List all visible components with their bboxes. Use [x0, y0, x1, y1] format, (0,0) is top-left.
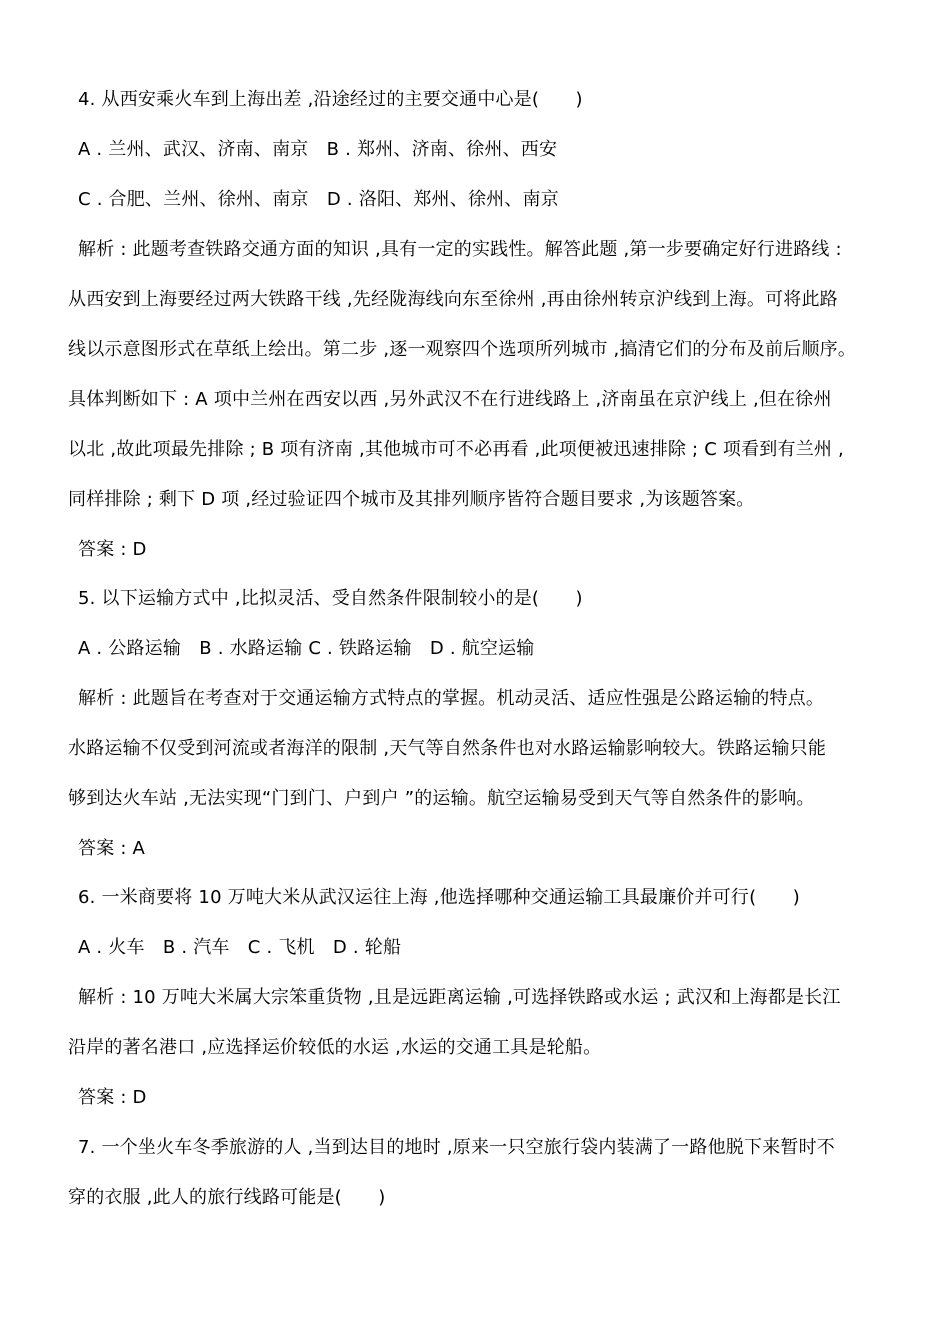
q5-analysis-line-2: 水路运输不仅受到河流或者海洋的限制 ,天气等自然条件也对水路运输影响较大。铁路运输只能 [68, 738, 827, 759]
q6-options: A . 火车 B . 汽车 C . 飞机 D . 轮船 [78, 937, 402, 958]
q6-analysis-line-2: 沿岸的著名港口 ,应选择运价较低的水运 ,水运的交通工具是轮船。 [68, 1037, 602, 1058]
question-4: 4. 从西安乘火车到上海出差 ,沿途经过的主要交通中心是( ) [78, 89, 583, 110]
q4-analysis-line-2: 从西安到上海要经过两大铁路干线 ,先经陇海线向东至徐州 ,再由徐州转京沪线到上海。可将此路 [68, 289, 838, 310]
q5-options: A . 公路运输 B . 水路运输 C . 铁路运输 D . 航空运输 [78, 638, 535, 659]
question-5: 5. 以下运输方式中 ,比拟灵活、受自然条件限制较小的是( ) [78, 588, 583, 609]
question-6: 6. 一米商要将 10 万吨大米从武汉运往上海 ,他选择哪种交通运输工具最廉价并可行( ) [78, 887, 800, 908]
q4-options-cd: C . 合肥、兰州、徐州、南京 D . 洛阳、郑州、徐州、南京 [78, 189, 559, 210]
q4-options-ab: A . 兰州、武汉、济南、南京 B . 郑州、济南、徐州、西安 [78, 139, 558, 160]
q4-analysis-line-3: 线以示意图形式在草纸上绘出。第二步 ,逐一观察四个选项所列城市 ,搞清它们的分布及前后顺序。 [68, 339, 857, 360]
q4-analysis-line-1: 解析 : 此题考查铁路交通方面的知识 ,具有一定的实践性。解答此题 ,第一步要确定好行进路线 : [78, 239, 842, 260]
q5-answer: 答案 : A [78, 838, 146, 859]
q4-analysis-line-6: 同样排除 ; 剩下 D 项 ,经过验证四个城市及其排列顺序皆符合题目要求 ,为该题答案。 [68, 489, 755, 510]
q6-analysis-line-1: 解析 : 10 万吨大米属大宗笨重货物 ,且是远距离运输 ,可选择铁路或水运 ; 武汉和上海都是长江 [78, 987, 841, 1008]
q4-analysis-line-5: 以北 ,故此项最先排除 ; B 项有济南 ,其他城市可不必再看 ,此项便被迅速排除 ; C 项看到有兰州 , [68, 439, 844, 460]
q6-answer: 答案 : D [78, 1087, 147, 1108]
question-7-line-1: 7. 一个坐火车冬季旅游的人 ,当到达目的地时 ,原来一只空旅行袋内装满了一路他脱下来暂时不 [78, 1137, 835, 1158]
question-7-line-2: 穿的衣服 ,此人的旅行线路可能是( ) [68, 1187, 386, 1208]
q4-analysis-line-4: 具体判断如下 : A 项中兰州在西安以西 ,另外武汉不在行进线路上 ,济南虽在京沪线上 ,但在徐州 [68, 389, 832, 410]
q5-analysis-line-1: 解析 : 此题旨在考查对于交通运输方式特点的掌握。机动灵活、适应性强是公路运输的特点。 [78, 688, 825, 709]
q5-analysis-line-3: 够到达火车站 ,无法实现“门到门、户到户 ”的运输。航空运输易受到天气等自然条件的影响。 [68, 788, 815, 809]
q4-answer: 答案 : D [78, 539, 147, 560]
